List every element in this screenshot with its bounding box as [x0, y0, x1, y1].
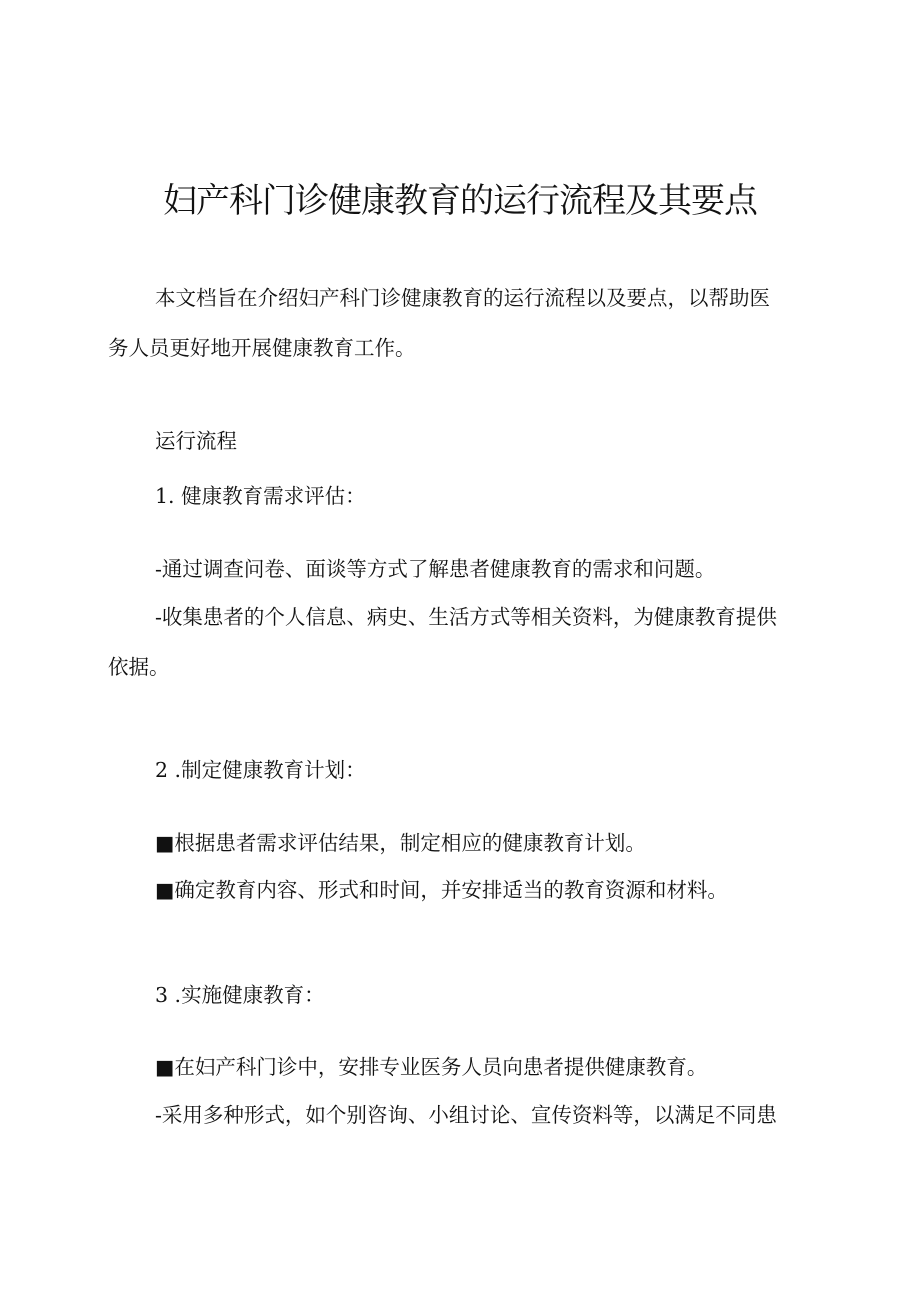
- step-3-item-2-line-1: -采用多种形式，如个别咨询、小组讨论、宣传资料等，以满足不同患: [155, 1103, 777, 1127]
- intro-paragraph-line-2: 务人员更好地开展健康教育工作。: [108, 336, 416, 360]
- document-title: 妇产科门诊健康教育的运行流程及其要点: [163, 181, 757, 221]
- step-3-heading: 3 .实施健康教育：: [155, 983, 325, 1007]
- step-1-item-1: -通过调查问卷、面谈等方式了解患者健康教育的需求和问题。: [155, 557, 716, 581]
- step-2-item-1: ■根据患者需求评估结果，制定相应的健康教育计划。: [155, 831, 646, 855]
- section-heading: 运行流程: [155, 429, 237, 453]
- step-1-item-2-line-1: -收集患者的个人信息、病史、生活方式等相关资料，为健康教育提供: [155, 605, 777, 629]
- step-3-item-1: ■在妇产科门诊中，安排专业医务人员向患者提供健康教育。: [155, 1055, 708, 1079]
- step-1-item-2-line-2: 依据。: [108, 655, 170, 679]
- step-2-item-2: ■确定教育内容、形式和时间，并安排适当的教育资源和材料。: [155, 878, 728, 902]
- step-1-heading: 1. 健康教育需求评估：: [155, 484, 366, 508]
- intro-paragraph-line-1: 本文档旨在介绍妇产科门诊健康教育的运行流程以及要点，以帮助医: [155, 286, 770, 310]
- step-2-heading: 2 .制定健康教育计划：: [155, 758, 366, 782]
